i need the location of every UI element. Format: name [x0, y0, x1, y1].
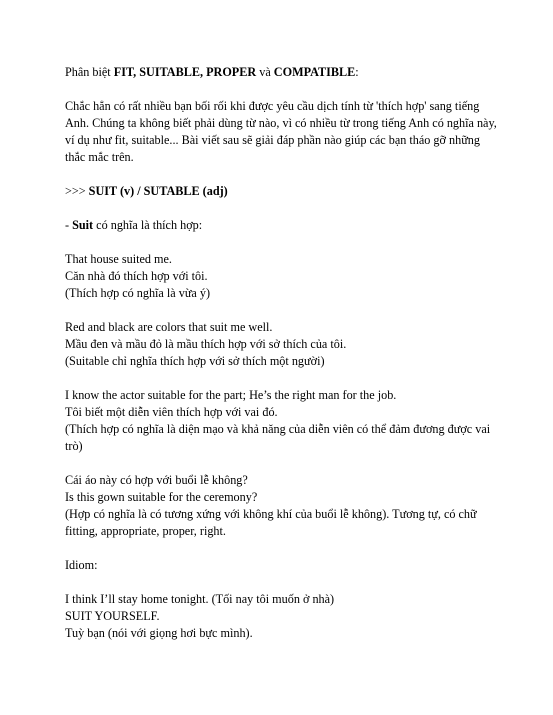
title-last-word: COMPATIBLE [273, 65, 356, 79]
example-block [65, 472, 503, 540]
spacer [65, 166, 503, 183]
idiom-block [65, 591, 503, 642]
example-line: (Thích hợp có nghĩa là vừa ý) [65, 286, 211, 300]
example-line: (Suitable chỉ nghĩa thích hợp với sở thích một người) [65, 354, 325, 368]
example-block [65, 319, 503, 370]
idiom-line: Tuỳ bạn (nói với giọng hơi bực mình). [65, 626, 253, 640]
example-line: Is this gown suitable for the ceremony? [65, 490, 258, 504]
title-connector: và [256, 65, 274, 79]
title-prefix: Phân biệt [65, 65, 114, 79]
spacer [65, 455, 503, 472]
document-title [65, 64, 503, 81]
example-line: Cái áo này có hợp với buổi lễ không? [65, 473, 248, 487]
heading-text: SUIT (v) / SUTABLE (adj) [88, 184, 228, 198]
title-words: FIT, SUITABLE, PROPER [113, 65, 257, 79]
example-line: I know the actor suitable for the part; He’s the right man for the job. [65, 388, 397, 402]
example-line: Tôi biết một diễn viên thích hợp với vai đó. [65, 405, 278, 419]
example-line: Mầu đen và mầu đỏ là mầu thích hợp với sở thích của tôi. [65, 337, 347, 351]
spacer [65, 370, 503, 387]
title-suffix: : [355, 65, 359, 79]
idiom-label: Idiom: [65, 558, 98, 572]
spacer [65, 574, 503, 591]
definition-dash: - [65, 218, 73, 232]
heading-arrows: >>> [65, 184, 89, 198]
spacer [65, 234, 503, 251]
idiom-line: I think I’ll stay home tonight. (Tối nay tôi muốn ở nhà) [65, 592, 335, 606]
example-line: Căn nhà đó thích hợp với tôi. [65, 269, 208, 283]
intro-paragraph: Chắc hẳn có rất nhiều bạn bối rối khi được yêu cầu dịch tính từ 'thích hợp' sang tiếng Anh. Chúng ta không biết phải dùng từ nào, vì có nhiều từ trong tiếng Anh có nghĩa này, ví dụ như fit, suitable... Bài viết sau sẽ giải đáp phần nào giúp các bạn tháo gỡ những thắc mắc trên. [65, 99, 497, 164]
example-line: (Hợp có nghĩa là có tương xứng với không khí của buổi lễ không). Tương tự, có chữ fitting, appropriate, proper, right. [65, 507, 477, 538]
spacer [65, 540, 503, 557]
suit-definition [65, 217, 503, 234]
spacer [65, 81, 503, 98]
idiom-line: SUIT YOURSELF. [65, 609, 160, 623]
example-line: (Thích hợp có nghĩa là diện mạo và khả năng của diễn viên có thể đảm đương được vai trò) [65, 422, 491, 453]
example-block [65, 387, 503, 455]
spacer [65, 200, 503, 217]
definition-rest: có nghĩa là thích hợp: [93, 218, 203, 232]
section-heading [65, 183, 503, 200]
example-line: That house suited me. [65, 252, 172, 266]
spacer [65, 302, 503, 319]
definition-word: Suit [72, 218, 94, 232]
example-block [65, 251, 503, 302]
example-line: Red and black are colors that suit me well. [65, 320, 273, 334]
